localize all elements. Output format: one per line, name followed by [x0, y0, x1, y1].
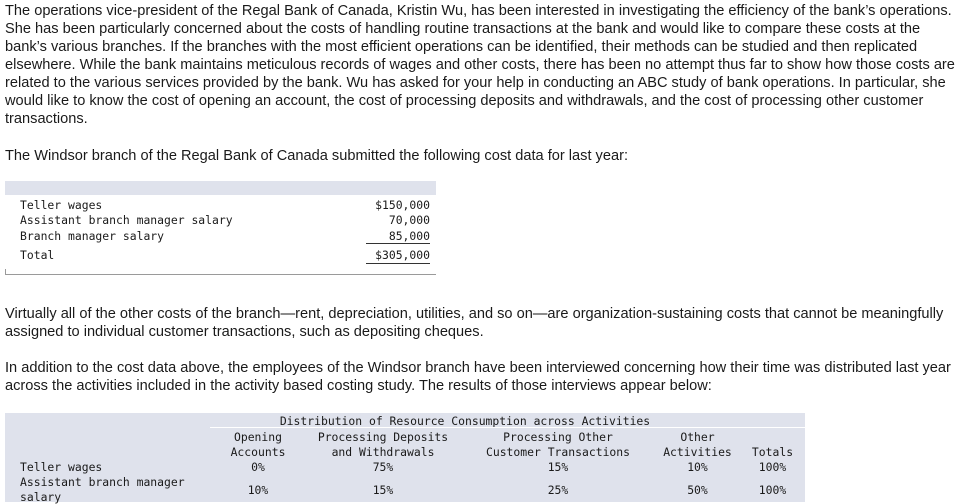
cost-row-label: Branch manager salary [20, 229, 165, 243]
cost-total-row [20, 248, 430, 264]
column-header-line1: Processing Deposits [317, 430, 449, 444]
cost-row-amount: 70,000 [388, 213, 430, 227]
subtotal-underline [366, 243, 430, 244]
cost-total-label: Total [20, 248, 55, 262]
other-costs-paragraph: Virtually all of the other costs of the branch—rent, depreciation, utilities, and so on—are organization-sustaining costs that cannot be meaningfully assigned to individual customer transactions, such as depositing cheques. [5, 306, 944, 340]
cost-row-amount: $150,000 [375, 198, 430, 212]
column-header-line2: Accounts [230, 445, 286, 459]
cost-total-amount: $305,000 [375, 248, 430, 262]
column-header-line2: Activities [663, 445, 732, 459]
table-cell: 25% [547, 483, 569, 497]
cost-table-header [5, 181, 436, 195]
table-cell: 100% [758, 483, 787, 497]
interviews-paragraph: In addition to the cost data above, the employees of the Windsor branch have been interviewed concerning how their time was distributed last year across the activities included in the activity based costing study. The results of those interviews appear below: [5, 360, 951, 394]
table-cell: 10% [247, 483, 269, 497]
cost-row [20, 213, 430, 229]
table-cell: 100% [758, 460, 787, 474]
row-label-continuation: salary [20, 490, 62, 504]
column-header-line2: Customer Transactions [485, 445, 630, 459]
distribution-table-title: Distribution of Resource Consumption across Activities [279, 414, 651, 428]
cost-row-amount: 85,000 [388, 229, 430, 243]
table-bottom-rule [5, 274, 436, 275]
table-cell: 75% [372, 460, 394, 474]
column-header-line2: and Withdrawals [331, 445, 435, 459]
table-cell: 0% [251, 460, 265, 474]
table-cell: 50% [687, 483, 708, 497]
column-header-line1: Other [680, 430, 715, 444]
intro-paragraph: The operations vice-president of the Regal Bank of Canada, Kristin Wu, has been interested in investigating the efficiency of the bank’s operations. She has been particularly concerned about the costs of handling routine transactions at the bank and would like to compare these costs at the bank’s various branches. If the branches with the most efficient operations can be identified, their methods can be studied and then replicated elsewhere. While the bank maintains meticulous records of wages and other costs, there has been no attempt thus far to show how those costs are related to the various services provided by the bank. Wu has asked for your help in conducting an ABC study of bank operations. In particular, she would like to know the cost of opening an account, the cost of processing deposits and withdrawals, and the cost of processing other customer transactions. [5, 3, 955, 127]
total-underline [366, 263, 430, 264]
table-cell: 10% [687, 460, 708, 474]
row-label: Teller wages [20, 460, 103, 474]
distribution-title-rule [210, 427, 805, 428]
table-left-tick [5, 269, 6, 275]
column-header-line2: Totals [751, 445, 794, 459]
windsor-intro-paragraph: The Windsor branch of the Regal Bank of Canada submitted the following cost data for last year: [5, 148, 629, 164]
column-header-line1: Opening [233, 430, 282, 444]
cost-row-label: Assistant branch manager salary [20, 213, 233, 227]
column-header-line1: Processing Other [503, 430, 613, 444]
cost-row-label: Teller wages [20, 198, 103, 212]
row-label: Assistant branch manager [20, 475, 185, 489]
table-cell: 15% [547, 460, 569, 474]
distribution-table [5, 413, 805, 502]
cost-row [20, 198, 430, 214]
cost-data-table [5, 181, 436, 281]
table-cell: 15% [372, 483, 394, 497]
